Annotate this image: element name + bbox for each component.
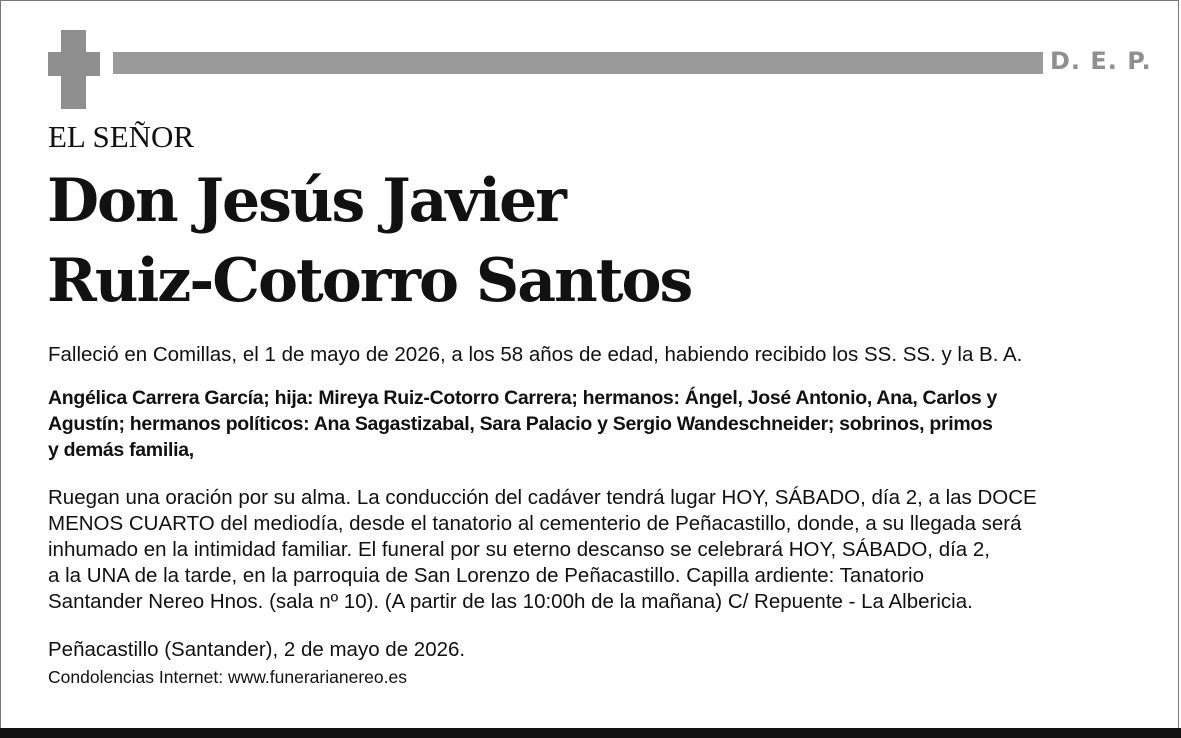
dep-label: D. E. P. bbox=[1050, 47, 1152, 75]
family-paragraph bbox=[48, 385, 1133, 463]
ceremony-line: Ruegan una oración por su alma. La conducción del cadáver tendrá lugar HOY, SÁBADO, día 2, a las DOCE bbox=[48, 486, 1037, 509]
deceased-name-line-2: Ruiz-Cotorro Santos bbox=[47, 246, 692, 316]
family-line: Agustín; hermanos políticos: Ana Sagastizabal, Sara Palacio y Sergio Wandeschneider; sobrinos, primos bbox=[48, 413, 993, 435]
family-line: y demás familia, bbox=[48, 439, 194, 461]
bottom-bar bbox=[0, 728, 1181, 738]
death-notice-line: Falleció en Comillas, el 1 de mayo de 2026, a los 58 años de edad, habiendo recibido los SS. SS. y la B. A. bbox=[48, 343, 1023, 366]
family-line: Angélica Carrera García; hija: Mireya Ruiz-Cotorro Carrera; hermanos: Ángel, José Antonio, Ana, Carlos y bbox=[48, 387, 998, 409]
place-and-date: Peñacastillo (Santander), 2 de mayo de 2026. bbox=[48, 638, 466, 661]
ceremony-line: inhumado en la intimidad familiar. El funeral por su eterno descanso se celebrará HOY, SÁBADO, día 2, bbox=[48, 538, 990, 561]
header-rule bbox=[113, 52, 1043, 74]
cross-icon bbox=[48, 30, 100, 109]
ceremony-line: Santander Nereo Hnos. (sala nº 10). (A partir de las 10:00h de la mañana) C/ Repuente - La Albericia. bbox=[48, 590, 973, 613]
ceremony-paragraph bbox=[48, 485, 1133, 615]
honorific: EL SEÑOR bbox=[48, 119, 195, 154]
deceased-name-line-1: Don Jesús Javier bbox=[47, 166, 565, 236]
ceremony-line: MENOS CUARTO del mediodía, desde el tanatorio al cementerio de Peñacastillo, donde, a su llegada será bbox=[48, 512, 1022, 535]
condolences-line: Condolencias Internet: www.funerarianereo.es bbox=[48, 667, 407, 687]
ceremony-line: a la UNA de la tarde, en la parroquia de San Lorenzo de Peñacastillo. Capilla ardiente: Tanatorio bbox=[48, 564, 924, 587]
